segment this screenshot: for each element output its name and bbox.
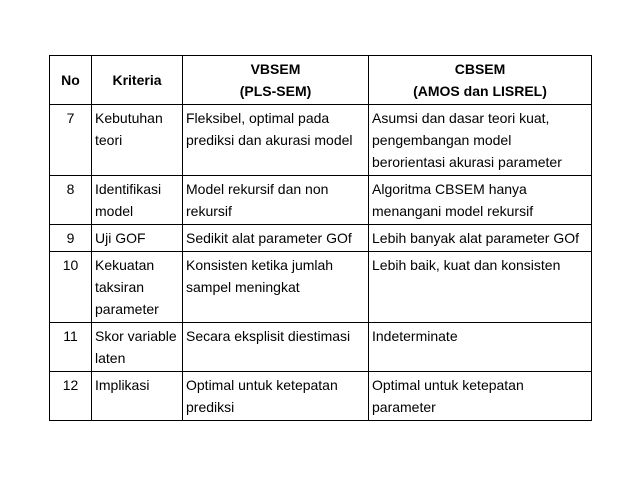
header-vbsem-subtitle: (PLS-SEM) [239, 83, 312, 99]
cell-kriteria: Uji GOF [92, 225, 183, 252]
header-vbsem [183, 56, 369, 105]
header-kriteria: Kriteria [92, 56, 183, 105]
header-cbsem [369, 56, 592, 105]
cell-cbsem: Algoritma CBSEM hanya menangani model rekursif [369, 176, 592, 225]
table-row [50, 323, 592, 372]
cell-cbsem: Asumsi dan dasar teori kuat, pengembangan model berorientasi akurasi parameter [369, 105, 592, 176]
header-vbsem-title: VBSEM [250, 61, 301, 77]
header-cbsem-title: CBSEM [454, 61, 506, 77]
cell-no: 8 [50, 176, 92, 225]
comparison-table [49, 55, 592, 421]
cell-vbsem: Optimal untuk ketepatan prediksi [183, 372, 369, 421]
cell-vbsem: Konsisten ketika jumlah sampel meningkat [183, 252, 369, 323]
cell-kriteria: Implikasi [92, 372, 183, 421]
cell-no: 9 [50, 225, 92, 252]
cell-cbsem: Indeterminate [369, 323, 592, 372]
table-header-row [50, 56, 592, 105]
header-no: No [50, 56, 92, 105]
cell-vbsem: Secara eksplisit diestimasi [183, 323, 369, 372]
cell-cbsem: Lebih banyak alat parameter GOf [369, 225, 592, 252]
cell-vbsem: Fleksibel, optimal pada prediksi dan akurasi model [183, 105, 369, 176]
cell-no: 10 [50, 252, 92, 323]
table-row [50, 105, 592, 176]
cell-vbsem: Model rekursif dan non rekursif [183, 176, 369, 225]
cell-kriteria: Kekuatan taksiran parameter [92, 252, 183, 323]
header-cbsem-subtitle: (AMOS dan LISREL) [413, 83, 547, 99]
cell-no: 11 [50, 323, 92, 372]
cell-no: 12 [50, 372, 92, 421]
cell-kriteria: Skor variable laten [92, 323, 183, 372]
table-row [50, 176, 592, 225]
cell-kriteria: Identifikasi model [92, 176, 183, 225]
cell-vbsem: Sedikit alat parameter GOf [183, 225, 369, 252]
cell-cbsem: Lebih baik, kuat dan konsisten [369, 252, 592, 323]
cell-kriteria: Kebutuhan teori [92, 105, 183, 176]
table-row [50, 372, 592, 421]
cell-no: 7 [50, 105, 92, 176]
cell-cbsem: Optimal untuk ketepatan parameter [369, 372, 592, 421]
table-row [50, 225, 592, 252]
table-row [50, 252, 592, 323]
